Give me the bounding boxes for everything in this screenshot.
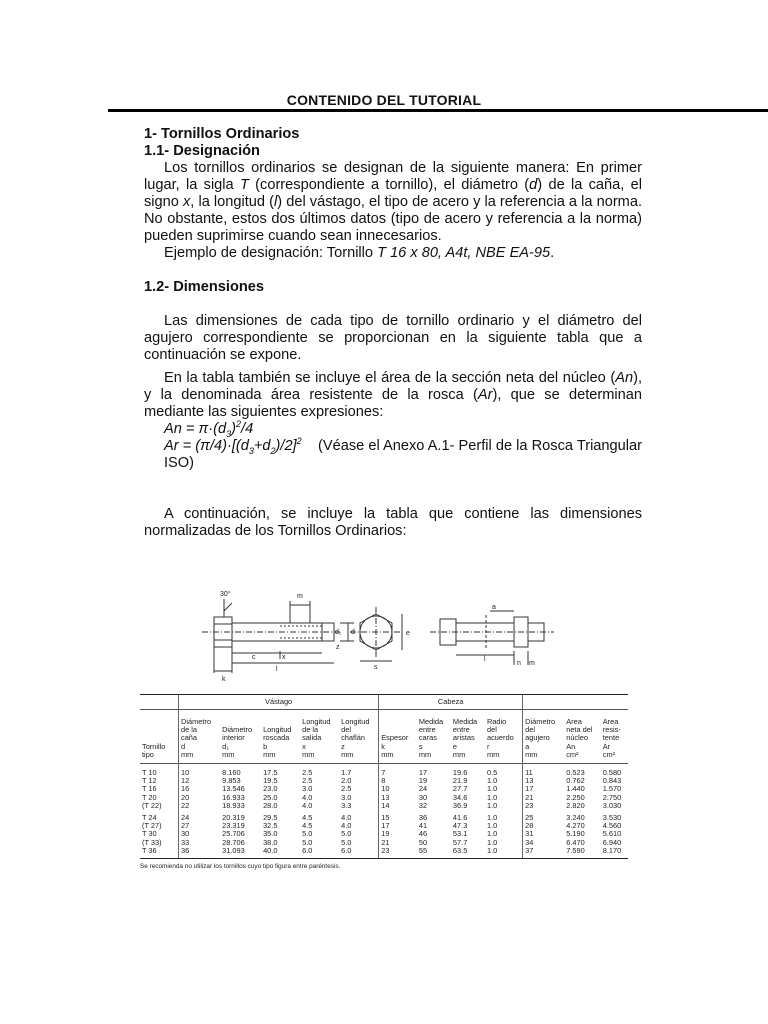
- table-cell: 14: [379, 802, 417, 810]
- column-header-line: d₁: [222, 741, 229, 751]
- symbol-an: An: [615, 370, 634, 386]
- symbol-x: x: [183, 194, 191, 210]
- table-cell: 34.6: [452, 792, 468, 802]
- table-cell: 1.0: [485, 847, 523, 859]
- table-cell: 23.319: [222, 821, 245, 831]
- table-cell: (T 33): [142, 837, 162, 847]
- subsection-heading-designation: 1.1- Designación: [144, 143, 260, 159]
- group-header-vastago: Vástago: [179, 695, 379, 710]
- dim-d: d: [351, 629, 355, 636]
- table-cell: 0.523: [566, 768, 585, 778]
- table-cell: 25.706: [222, 829, 245, 839]
- column-header: [261, 710, 300, 764]
- table-cell: 5.610: [602, 829, 622, 839]
- column-header-line: cm²: [566, 749, 579, 759]
- column-header-line: aristas: [452, 733, 475, 743]
- table-cell: 31: [523, 830, 565, 838]
- column-header: [379, 710, 417, 764]
- column-header-line: acuerdo: [486, 733, 514, 743]
- column-header-line: mm: [263, 749, 276, 759]
- text-run: En la tabla también se incluye el área de la sección neta del núcleo (: [164, 370, 616, 386]
- area-paragraph: [144, 370, 642, 421]
- formula-part: /4: [241, 421, 254, 437]
- column-header: [140, 710, 179, 764]
- table-cell: T 10: [142, 768, 157, 778]
- table-cell: 5.0: [302, 829, 313, 839]
- table-cell: 11: [523, 764, 565, 778]
- formula-part: +d: [253, 438, 271, 454]
- table-cell: 37: [523, 847, 565, 859]
- table-cell: 16.933: [222, 792, 245, 802]
- dim-a: a: [492, 604, 496, 611]
- table-cell: 6.0: [300, 847, 339, 859]
- column-header-line: Espesor: [381, 733, 409, 743]
- column-header-line: d: [181, 741, 186, 751]
- table-row: [140, 847, 628, 859]
- column-header: [300, 710, 339, 764]
- column-header-line: An: [566, 741, 576, 751]
- dim-x: x: [282, 654, 286, 661]
- text-run: ) de la caña, el signo: [144, 177, 642, 210]
- table-cell: 38.0: [263, 837, 278, 847]
- table-cell: 24: [179, 810, 221, 822]
- title-rule: [108, 109, 768, 112]
- table-cell: 19.5: [263, 776, 278, 786]
- table-cell: 30: [418, 792, 428, 802]
- column-header-line: roscada: [263, 733, 290, 743]
- document-title: CONTENIDO DEL TUTORIAL: [286, 92, 482, 108]
- column-header-line: de la: [302, 725, 319, 735]
- table-cell: 0.580: [602, 768, 622, 778]
- column-header-line: núcleo: [566, 733, 588, 743]
- table-cell: (T 27): [142, 821, 162, 831]
- column-header-line: r: [486, 741, 490, 751]
- column-header-line: tente: [602, 733, 620, 743]
- table-cell: 8: [379, 777, 417, 785]
- column-header-line: caras: [418, 733, 437, 743]
- symbol-t: T: [239, 177, 249, 193]
- column-header: [601, 710, 628, 764]
- formula-an: [144, 421, 642, 438]
- table-cell: 35.0: [263, 829, 278, 839]
- table-cell: 0.5: [486, 768, 498, 778]
- table-cell: 3.240: [566, 813, 585, 823]
- dim-d1: d₁: [335, 629, 342, 636]
- table-cell: 4.0: [302, 800, 313, 810]
- subsection-heading-dimensions: 1.2- Dimensiones: [144, 279, 265, 295]
- table-cell: 40.0: [261, 847, 300, 859]
- column-header-line: mm: [486, 749, 500, 759]
- column-header: [220, 710, 261, 764]
- table-cell: 24: [418, 784, 428, 794]
- dim-n: n: [517, 660, 521, 667]
- column-header-line: Longitud: [302, 717, 331, 726]
- column-header-line: Longitud: [341, 717, 370, 726]
- text-run: ), y la denominada área resistente de la rosca (: [144, 370, 642, 403]
- dim-m-assembly: m: [529, 660, 535, 667]
- dim-m: m: [297, 593, 303, 600]
- table-cell: 4.0: [341, 813, 352, 823]
- table-cell: 25.0: [263, 792, 278, 802]
- table-cell: 1.0: [486, 829, 498, 839]
- text-run: Ejemplo de designación: Tornillo: [164, 245, 378, 261]
- column-header-line: b: [263, 741, 268, 751]
- table-cell: 5.0: [302, 837, 313, 847]
- column-header-line: Diámetro: [525, 717, 556, 726]
- table-cell: 23: [523, 802, 565, 810]
- dim-s: s: [374, 664, 378, 671]
- table-cell: 23: [379, 847, 417, 859]
- table-cell: 8.170: [601, 847, 628, 859]
- column-header-line: Longitud: [263, 725, 292, 735]
- table-cell: 47.3: [452, 821, 468, 831]
- column-header-line: cm²: [602, 749, 616, 759]
- column-header-line: mm: [222, 749, 235, 759]
- bolt-dimensions-table-wrap: [140, 694, 630, 870]
- table-cell: 28.0: [263, 800, 278, 810]
- table-cell: 13: [523, 777, 565, 785]
- table-cell: 6.470: [566, 837, 585, 847]
- example-value: T 16 x 80, A4t, NBE EA-95: [377, 245, 551, 261]
- designation-paragraph: [144, 160, 642, 245]
- column-header-line: Diámetro: [222, 725, 253, 735]
- column-header: [564, 710, 601, 764]
- table-cell: 5.190: [566, 829, 585, 839]
- table-cell: T 12: [142, 776, 157, 786]
- table-cell: 19: [379, 830, 417, 838]
- bolt-dimensions-figure: [140, 585, 630, 895]
- table-cell: 7.590: [564, 847, 601, 859]
- column-header-line: del: [525, 725, 535, 735]
- column-header-line: Medida: [418, 717, 444, 726]
- column-header-line: tipo: [142, 749, 154, 759]
- table-cell: 53.1: [452, 829, 468, 839]
- column-header-line: mm: [452, 749, 466, 759]
- formula-part: )/2]: [275, 438, 297, 454]
- table-cell: 1.0: [486, 800, 498, 810]
- column-header-line: mm: [525, 749, 538, 759]
- column-header: [339, 710, 379, 764]
- table-cell: 13.546: [222, 784, 245, 794]
- group-header-cabeza: Cabeza: [379, 695, 523, 710]
- table-row: [140, 764, 628, 778]
- table-cell: 2.820: [566, 800, 585, 810]
- table-cell: 57.7: [452, 837, 468, 847]
- table-footnote: Se recomienda no utilizar los tornillos cuyo tipo figura entre paréntesis.: [140, 863, 341, 871]
- table-cell: 17: [379, 822, 417, 830]
- table-cell: 32.5: [263, 821, 278, 831]
- table-cell: 22: [179, 802, 221, 810]
- table-cell: 4.270: [566, 821, 585, 831]
- column-header-line: Area: [602, 717, 619, 726]
- table-cell: 1.0: [486, 813, 498, 823]
- table-cell: 2.5: [341, 784, 352, 794]
- group-header-empty: [140, 695, 179, 710]
- column-header: [451, 710, 485, 764]
- column-header-line: a: [525, 741, 530, 751]
- table-cell: 17.5: [263, 768, 278, 778]
- table-cell: 1.570: [602, 784, 622, 794]
- table-cell: 2.250: [566, 792, 585, 802]
- table-cell: 3.3: [341, 800, 352, 810]
- table-cell: 4.5: [302, 813, 313, 823]
- formula-sub: 2: [270, 445, 276, 456]
- table-cell: T 16: [142, 784, 157, 794]
- column-header: [417, 710, 451, 764]
- formula-ar: [144, 438, 642, 472]
- column-header-line: s: [418, 741, 423, 751]
- table-cell: 4.5: [302, 821, 313, 831]
- table-cell: 4.560: [602, 821, 622, 831]
- table-cell: 55: [417, 847, 451, 859]
- table-cell: 1.0: [486, 776, 498, 786]
- column-header-line: entre: [452, 725, 470, 735]
- table-cell: 27: [179, 822, 221, 830]
- table-cell: 0.843: [602, 776, 622, 786]
- column-header-line: del: [486, 725, 497, 735]
- table-cell: 63.5: [451, 847, 485, 859]
- table-cell: 28: [523, 822, 565, 830]
- table-cell: (T 22): [142, 800, 162, 810]
- text-run: ) del vástago, el tipo de acero y la referencia a la norma. No obstante, estos dos últimos datos (tipo de acero y referencia a la norma) pueden suprimirse cuando sean innecesarios.: [144, 194, 643, 244]
- column-header-line: chaflán: [341, 733, 365, 743]
- table-cell: 13: [379, 794, 417, 802]
- table-cell: 16: [179, 785, 221, 793]
- column-header-line: Ar: [602, 741, 611, 751]
- table-cell: 1.0: [486, 784, 498, 794]
- column-header-line: x: [302, 741, 306, 751]
- table-cell: T 30: [142, 829, 157, 839]
- table-cell: 2.750: [602, 792, 622, 802]
- table-cell: 6.0: [339, 847, 379, 859]
- table-cell: 1.0: [486, 792, 498, 802]
- column-header-line: mm: [341, 749, 354, 759]
- table-cell: 0.762: [566, 776, 585, 786]
- table-cell: T 20: [142, 792, 157, 802]
- table-cell: T 36: [140, 847, 179, 859]
- dim-l: l: [276, 666, 278, 673]
- column-header-line: mm: [381, 749, 394, 759]
- table-cell: 15: [379, 810, 417, 822]
- bolt-drawing: [140, 585, 630, 693]
- designation-example: [144, 245, 642, 262]
- table-cell: 41: [418, 821, 428, 831]
- column-header-line: de la: [181, 725, 198, 735]
- column-header-line: Medida: [452, 717, 478, 726]
- table-cell: 2.5: [302, 768, 313, 778]
- table-cell: 9.853: [222, 776, 241, 786]
- table-cell: 31.093: [220, 847, 261, 859]
- tutorial-body: [144, 126, 642, 540]
- table-cell: 6.940: [602, 837, 622, 847]
- table-cell: 19: [418, 776, 428, 786]
- table-cell: 21: [379, 839, 417, 847]
- table-cell: 17: [418, 768, 428, 778]
- table-cell: 27.7: [452, 784, 468, 794]
- table-cell: T 24: [142, 813, 157, 823]
- table-cell: 50: [418, 837, 428, 847]
- table-cell: 10: [379, 785, 417, 793]
- dim-e: e: [406, 630, 410, 637]
- symbol-ar: Ar: [477, 387, 493, 403]
- column-header-line: z: [341, 741, 345, 751]
- symbol-d: d: [529, 177, 538, 193]
- table-cell: 3.530: [602, 813, 622, 823]
- column-header-line: Tornillo: [142, 741, 166, 751]
- table-cell: 46: [418, 829, 428, 839]
- text-run: ), que se determinan mediante las siguientes expresiones:: [144, 387, 642, 420]
- table-cell: 34: [523, 839, 565, 847]
- table-cell: 23.0: [263, 784, 278, 794]
- table-cell: 3.0: [341, 792, 352, 802]
- column-header-line: e: [452, 741, 458, 751]
- formula-sub: 3: [248, 445, 254, 456]
- table-cell: 7: [379, 764, 417, 778]
- column-header: [485, 710, 523, 764]
- table-cell: 4.0: [341, 821, 352, 831]
- table-cell: 30: [179, 830, 221, 838]
- column-header-line: Radio: [486, 717, 507, 726]
- bolt-dimensions-table: [140, 694, 628, 859]
- column-header-line: mm: [181, 749, 194, 759]
- table-cell: 2.0: [341, 776, 352, 786]
- symbol-l: l: [274, 194, 278, 210]
- table-cell: 19.6: [452, 768, 468, 778]
- column-header-line: neta del: [566, 725, 593, 735]
- formula-sup: 2: [296, 436, 302, 447]
- table-cell: 3.0: [302, 784, 313, 794]
- text-run: (correspondiente a tornillo), el diámetro (: [248, 177, 530, 193]
- table-cell: 12: [179, 777, 221, 785]
- table-cell: 41.6: [452, 813, 468, 823]
- table-cell: 1.0: [486, 821, 498, 831]
- annex-reference: (Véase el Anexo A.1- Perfil de la Rosca Triangular ISO): [164, 438, 642, 471]
- table-cell: 1.0: [486, 837, 498, 847]
- table-intro-paragraph: A continuación, se incluye la tabla que contiene las dimensiones normalizadas de los Tornillos Ordinarios:: [144, 506, 642, 539]
- text-run: , la longitud (: [190, 194, 274, 210]
- formula-sub: 3: [226, 428, 232, 439]
- angle-label: 30°: [220, 591, 231, 598]
- column-header-line: mm: [418, 749, 432, 759]
- table-cell: 25: [523, 810, 565, 822]
- column-header-line: Area: [566, 717, 582, 726]
- table-cell: 10: [179, 764, 221, 778]
- table-cell: 3.030: [602, 800, 622, 810]
- column-header-line: mm: [302, 749, 315, 759]
- column-header-line: resis-: [602, 725, 621, 735]
- formula-part: ): [231, 421, 236, 437]
- dim-l-assembly: l: [484, 656, 486, 663]
- table-cell: 33: [179, 839, 221, 847]
- table-cell: 20: [179, 794, 221, 802]
- table-cell: 20.319: [222, 813, 245, 823]
- table-cell: 36: [418, 813, 428, 823]
- group-header-empty: [523, 695, 628, 710]
- table-cell: 8.160: [222, 768, 241, 778]
- table-cell: 36.9: [452, 800, 468, 810]
- column-header-line: salida: [302, 733, 322, 743]
- table-cell: 5.0: [341, 837, 352, 847]
- table-cell: 17: [523, 785, 565, 793]
- column-header-line: k: [381, 741, 385, 751]
- table-row: [140, 802, 628, 810]
- table-cell: 5.0: [341, 829, 352, 839]
- table-cell: 4.0: [302, 792, 313, 802]
- dim-z: z: [336, 644, 340, 651]
- dim-k: k: [222, 676, 226, 683]
- column-header-line: Diámetro: [181, 717, 211, 726]
- column-header-line: interior: [222, 733, 245, 743]
- column-header-line: caña: [181, 733, 198, 743]
- column-header: [179, 710, 221, 764]
- dimensions-paragraph: Las dimensiones de cada tipo de tornillo ordinario y el diámetro del agujero correspondiente se proporcionan en la siguiente tabla que a continuación se expone.: [144, 313, 642, 363]
- dim-c: c: [252, 654, 256, 661]
- formula-part: An = π·(d: [164, 421, 227, 437]
- table-cell: 2.5: [302, 776, 313, 786]
- table-cell: 21: [523, 794, 565, 802]
- column-header-line: agujero: [525, 733, 550, 743]
- column-header-line: del: [341, 725, 351, 735]
- table-cell: 36: [179, 847, 221, 859]
- table-cell: 29.5: [263, 813, 278, 823]
- table-cell: 18.933: [222, 800, 245, 810]
- formula-sup: 2: [236, 419, 242, 430]
- table-cell: 1.7: [341, 768, 352, 778]
- text-run: .: [550, 245, 555, 261]
- section-heading: 1- Tornillos Ordinarios: [144, 126, 300, 142]
- table-cell: 21.9: [452, 776, 468, 786]
- column-header: [523, 710, 565, 764]
- table-cell: 1.440: [566, 784, 585, 794]
- text-run: Los tornillos ordinarios se designan de la siguiente manera: En primer lugar, la sigla: [144, 160, 642, 193]
- table-cell: 28.706: [222, 837, 245, 847]
- table-cell: 32: [418, 800, 428, 810]
- column-header-line: entre: [418, 725, 436, 735]
- formula-part: Ar = (π/4)·[(d: [164, 438, 249, 454]
